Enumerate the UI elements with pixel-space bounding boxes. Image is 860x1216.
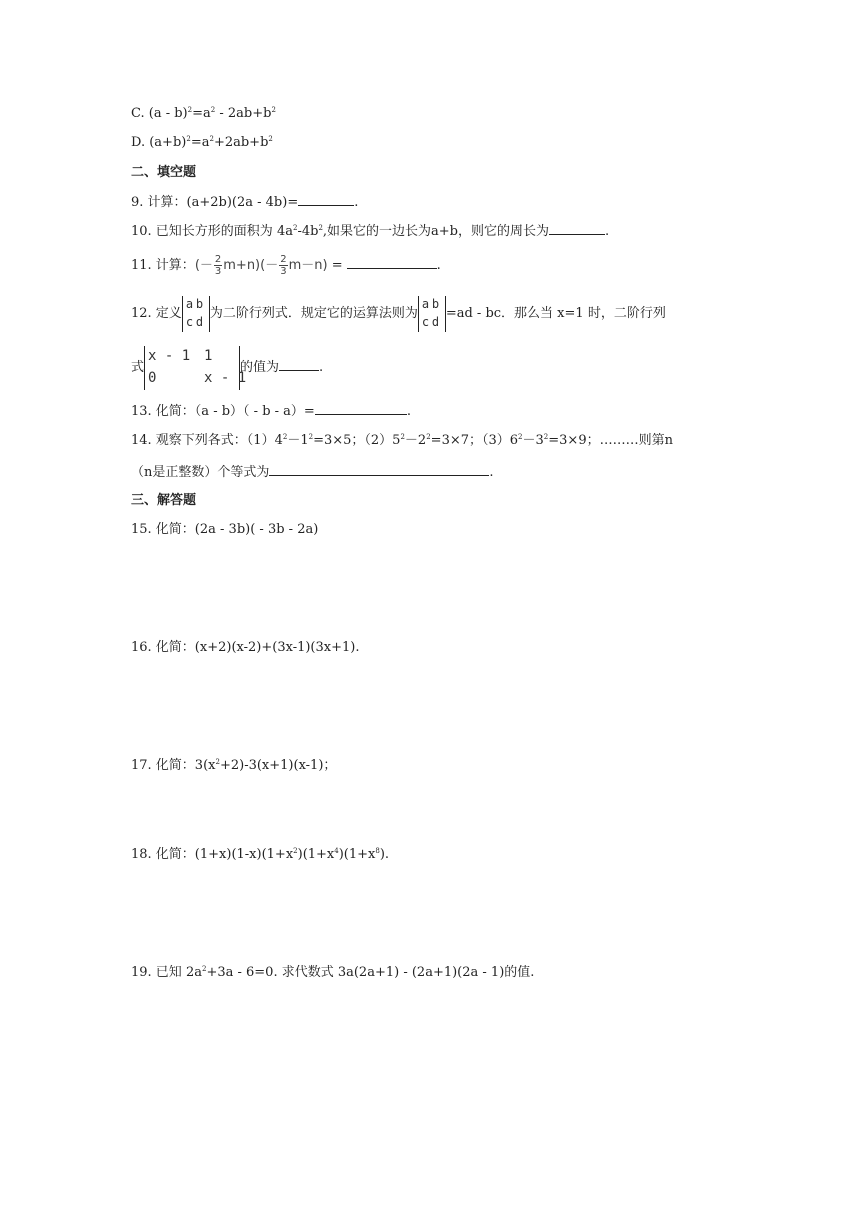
- determinant-x: x - 1 1 0 x - 1: [144, 346, 240, 390]
- question-14-line-1: 14. 观察下列各式：$(1)4^2-1^2=3\times 5$；$(2)5^2-2^2=3\times 7$；$(3)6^2-3^2=3\times 9$；………则第n: [131, 433, 673, 448]
- option-d: D. $(a+b)^2=a^2+2ab+b^2$: [131, 135, 273, 150]
- question-11: 11. 计算：(－ $\frac{2}{3}$ m+n)(－ $\frac{2}{3}$ m－n) = .: [131, 254, 441, 277]
- question-10: 10. 已知长方形的面积为 $4a^2-4b^2$,如果它的一边长为a+b，则它的周长为 .: [131, 221, 609, 242]
- question-16: 16. 化简：(x+2)(x-2)+(3x-1)(3x+1).: [131, 640, 360, 655]
- question-19: 19. 已知 $2a^2+3a - 6=0$. 求代数式 3a(2a+1) - (2a+1)(2a - 1)的值.: [131, 965, 535, 980]
- question-17: 17. 化简：$3(x^2+2)-3(x+1)(x-1)$；: [131, 758, 337, 773]
- question-15: 15. 化简：(2a - 3b)( - 3b - 2a): [131, 522, 319, 537]
- option-c: C. $(a - b)^2=a^2 - 2ab+b^2$: [131, 106, 276, 121]
- fraction: $\frac{2}{3}$: [280, 254, 287, 277]
- answer-blank[interactable]: [279, 357, 319, 371]
- question-9: 9. 计算：(a+2b)(2a - 4b)= .: [131, 192, 358, 213]
- question-12-line-2: 式 x - 1 1 0 x - 1 的值为 .: [131, 344, 323, 392]
- answer-blank[interactable]: [298, 192, 354, 206]
- question-18: 18. 化简：$(1+x)(1-x)(1+x^2)(1+x^4)(1+x^8)$.: [131, 847, 390, 862]
- section-heading-fill-in: 二、填空题: [131, 165, 197, 180]
- answer-blank[interactable]: [549, 221, 605, 235]
- question-14-line-2: （n是正整数）个等式为 .: [131, 462, 494, 483]
- question-13: 13. 化简：（a - b）（ - b - a）= .: [131, 401, 411, 422]
- answer-blank[interactable]: [315, 401, 407, 415]
- determinant-abcd: a b c d: [418, 296, 446, 332]
- answer-blank[interactable]: [269, 462, 489, 476]
- question-12-line-1: 12. 定义 a b c d 为二阶行列式．规定它的运算法则为 a b c d =ad - bc．那么当 x=1 时，二阶行列: [131, 294, 666, 334]
- section-heading-solutions: 三、解答题: [131, 493, 197, 508]
- expression-image: (－ $\frac{2}{3}$ m+n)(－ $\frac{2}{3}$ m－n): [194, 254, 328, 277]
- fraction: $\frac{2}{3}$: [214, 254, 222, 277]
- determinant-abcd: a b c d: [182, 296, 210, 332]
- answer-blank[interactable]: [347, 255, 437, 269]
